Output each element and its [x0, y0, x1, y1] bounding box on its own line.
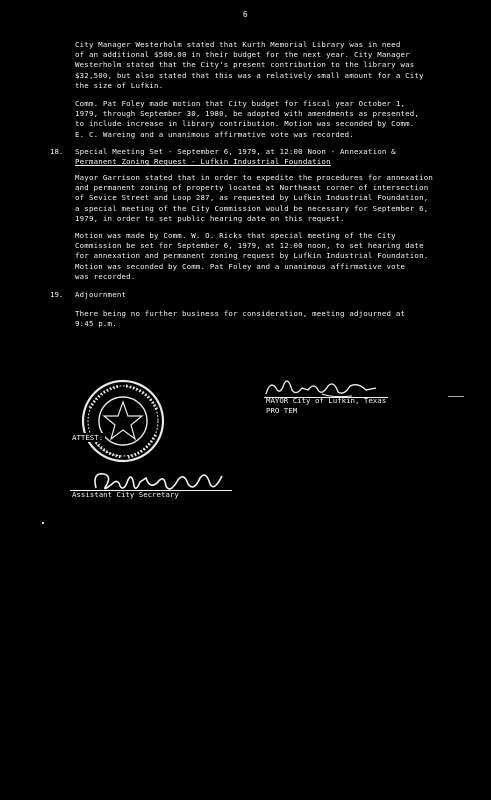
- text-line: a special meeting of the City Commission would be necessary for September 6,: [75, 203, 429, 213]
- text-line: Westerholm stated that the City's present contribution to the library was: [75, 60, 415, 70]
- text-line: for annexation and permanent zoning request by Lufkin Industrial Foundation.: [75, 251, 429, 261]
- item-heading-special-meeting: [75, 147, 455, 167]
- text-line: Commission be set for September 6, 1979, at 12:00 noon, to set hearing date: [75, 241, 424, 251]
- text-line: Motion was made by Comm. W. O. Ricks that special meeting of the City: [75, 231, 396, 240]
- text-line: was recorded.: [75, 271, 136, 281]
- text-line: and permanent zoning of property located at Northeast corner of intersection: [75, 183, 429, 193]
- secretary-signature-label: Assistant City Secretary: [72, 490, 179, 499]
- text-line: $32,500, but also stated that this was a relatively small amount for a City: [75, 70, 424, 80]
- text-line: of Sevice Street and Loop 287, as requested by Lufkin Industrial Foundation,: [75, 193, 429, 203]
- heading-line: Adjournment: [75, 290, 127, 299]
- scan-speck: [42, 522, 44, 524]
- paragraph-budget-motion: [75, 99, 445, 140]
- attest-label: ATTEST:: [72, 433, 104, 442]
- paragraph-special-meeting-motion: [75, 231, 445, 282]
- mayor-signature-label: [266, 396, 386, 415]
- paragraph-library-contribution: [75, 40, 445, 91]
- page-number: 6: [242, 10, 249, 19]
- text-line: 1979, through September 30, 1980, be adopted with amendments as presented,: [75, 109, 420, 119]
- text-line: City Manager Westerholm stated that Kurth Memorial Library was in need: [75, 40, 401, 49]
- text-line: Mayor Garrison stated that in order to expedite the procedures for annexation: [75, 173, 434, 182]
- heading-line: Special Meeting Set - September 6, 1979, at 12:00 Noon - Annexation &: [75, 147, 396, 156]
- mayor-pro-tem: PRO TEM: [266, 405, 298, 415]
- text-line: Comm. Pat Foley made motion that City budget for fiscal year October 1,: [75, 99, 406, 108]
- margin-mark: [448, 396, 464, 397]
- text-line: of an additional $500.00 in their budget for the next year. City Manager: [75, 50, 410, 60]
- text-line: to include increase in library contribution. Motion was seconded by Comm.: [75, 119, 415, 129]
- heading-line: Permanent Zoning Request - Lufkin Industrial Foundation: [75, 157, 331, 167]
- text-line: the size of Lufkin.: [75, 80, 164, 90]
- mayor-title: MAYOR City of Lufkin, Texas: [266, 396, 387, 405]
- item-number-18: 18.: [50, 147, 64, 156]
- paragraph-adjournment: [75, 309, 445, 329]
- text-line: E. C. Wareing and a unanimous affirmative vote was recorded.: [75, 129, 354, 139]
- text-line: 9:45 p.m.: [75, 319, 117, 329]
- item-heading-adjournment: [75, 290, 455, 300]
- city-seal-icon: [80, 378, 166, 464]
- text-line: 1979, in order to set public hearing date on this request.: [75, 213, 345, 223]
- paragraph-annexation-statement: [75, 173, 445, 224]
- text-line: There being no further business for consideration, meeting adjourned at: [75, 309, 406, 318]
- text-line: Motion was seconded by Comm. Pat Foley and a unanimous affirmative vote: [75, 261, 406, 271]
- item-number-19: 19.: [50, 290, 64, 299]
